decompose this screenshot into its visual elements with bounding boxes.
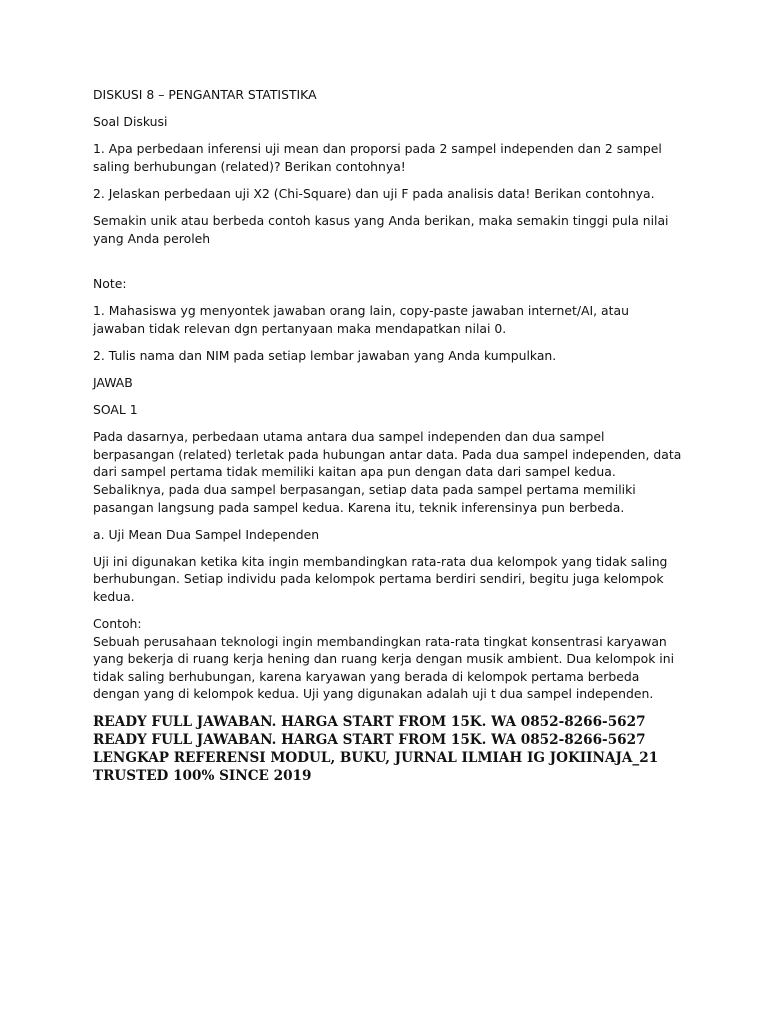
promo-line-4: TRUSTED 100% SINCE 2019 — [93, 767, 312, 784]
answer-intro-paragraph: Pada dasarnya, perbedaan utama antara dua sampel independen dan dua sampel berpasangan (related) terletak pada hubungan antar data. Pada dua sampel independen, data dari sampel pertama tidak memiliki kaitan apa pun dengan data dari sampel kedua. Sebaliknya, pada dua sampel berpasangan, setiap data pada sampel pertama memiliki pasangan langsung pada sampel kedua. Karena itu, teknik inferensinya pun berbeda. — [93, 429, 682, 515]
promo-line-2: READY FULL JAWABAN. HARGA START FROM 15K. WA 0852-8266-5627 — [93, 731, 646, 748]
note-item-1: 1. Mahasiswa yg menyontek jawaban orang lain, copy-paste jawaban internet/AI, atau jawaban tidak relevan dgn pertanyaan maka mendapatkan nilai 0. — [93, 303, 629, 336]
question-2: 2. Jelaskan perbedaan uji X2 (Chi-Square) dan uji F pada analisis data! Berikan contohnya. — [93, 185, 655, 201]
example-block — [93, 615, 683, 703]
promo-line-1: READY FULL JAWABAN. HARGA START FROM 15K. WA 0852-8266-5627 — [93, 713, 646, 730]
note-item-2: 2. Tulis nama dan NIM pada setiap lembar jawaban yang Anda kumpulkan. — [93, 347, 557, 363]
question-1: 1. Apa perbedaan inferensi uji mean dan proporsi pada 2 sampel independen dan 2 sampel saling berhubungan (related)? Berikan contohnya! — [93, 141, 662, 174]
promo-block — [93, 713, 683, 785]
document-body — [93, 86, 683, 785]
subheading-a: a. Uji Mean Dua Sampel Independen — [93, 526, 320, 542]
document-title: DISKUSI 8 – PENGANTAR STATISTIKA — [93, 87, 317, 102]
promo-line-3: LENGKAP REFERENSI MODUL, BUKU, JURNAL ILMIAH IG JOKIINAJA_21 — [93, 749, 659, 766]
soal-heading: Soal Diskusi — [93, 114, 168, 130]
note-heading: Note: — [93, 276, 127, 292]
jawab-heading: JAWAB — [93, 375, 133, 391]
answer-a-paragraph: Uji ini digunakan ketika kita ingin membandingkan rata-rata dua kelompok yang tidak saling berhubungan. Setiap individu pada kelompok pertama berdiri sendiri, begitu juga kelompok kedua. — [93, 553, 668, 604]
example-label: Contoh: — [93, 616, 142, 632]
example-text: Sebuah perusahaan teknologi ingin membandingkan rata-rata tingkat konsentrasi karyawan yang bekerja di ruang kerja hening dan ruang kerja dengan musik ambient. Dua kelompok ini tidak saling berhubungan, karena karyawan yang berada di kelompok pertama berbeda dengan yang di kelompok kedua. Uji yang digunakan adalah uji t dua sampel independen. — [93, 633, 675, 702]
soal-1-heading: SOAL 1 — [93, 402, 138, 418]
instruction-paragraph: Semakin unik atau berbeda contoh kasus yang Anda berikan, maka semakin tinggi pula nilai yang Anda peroleh — [93, 212, 669, 246]
